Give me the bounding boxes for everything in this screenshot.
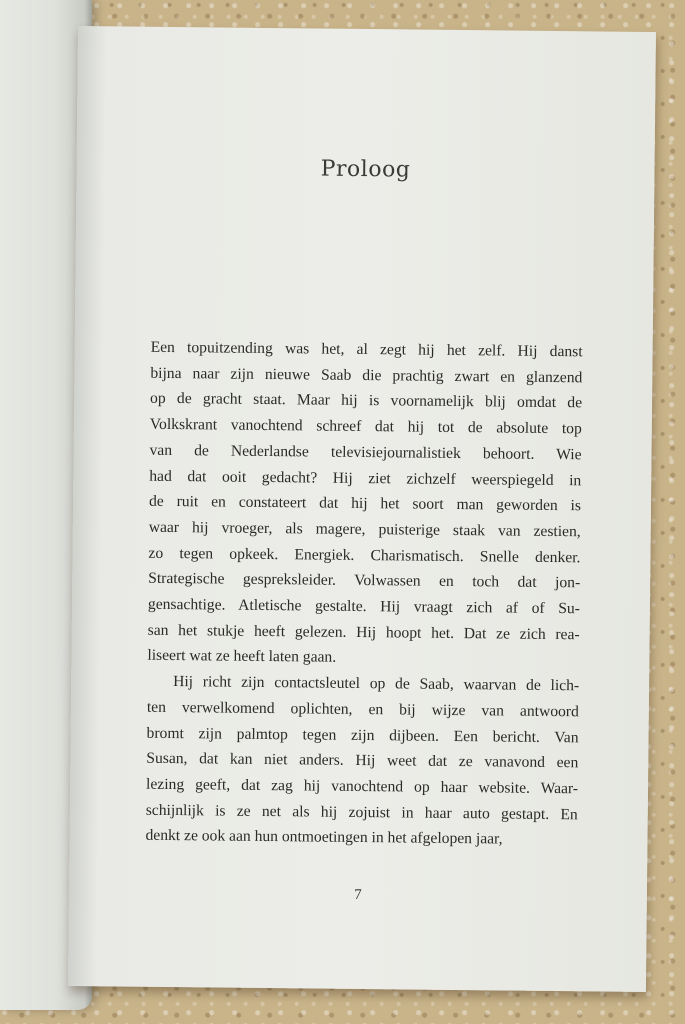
text-line: san het stukje heeft gelezen. Hij hoopt het. Dat ze zich rea- [147, 621, 580, 644]
text-line: lezing geeft, dat zag hij vanochtend op haar website. Waar- [145, 775, 579, 798]
text-line: liseert wat ze heeft laten gaan. [147, 647, 337, 667]
text-line: van de Nederlandse televisiejournalistiek behoort. Wie [149, 441, 582, 464]
text-line: bijna naar zijn nieuwe Saab die prachtig zwart en glanzend [150, 364, 583, 387]
text-line: Een topuitzending was het, al zegt hij het zelf. Hij danst [150, 338, 583, 361]
text-line: had dat ooit gedacht? Hij ziet zichzelf weerspiegeld in [149, 467, 582, 489]
page-number: 7 [354, 886, 362, 904]
text-line: Volkskrant vanochtend schreef dat hij tot de absolute top [149, 415, 582, 438]
chapter-title: Proloog [320, 156, 411, 183]
text-line: denkt ze ook aan hun ontmoetingen in het afgelopen jaar, [145, 827, 503, 848]
text-line: waar hij vroeger, als magere, puisterige staak van zestien, [148, 518, 581, 541]
text-line: schijnlijk is ze net als hij zojuist in haar auto gestapt. En [145, 801, 578, 823]
book-page [68, 26, 656, 992]
text-line: Susan, dat kan niet anders. Hij weet dat ze vanavond een [146, 750, 579, 772]
body-text [145, 335, 582, 854]
text-line: ten verwelkomend oplichten, en bij wijze van antwoord [146, 698, 579, 721]
text-line: gensachtige. Atletische gestalte. Hij vraagt zich af of Su- [147, 595, 581, 618]
text-line: Strategische gespreksleider. Volwassen en toch dat jon- [148, 570, 581, 592]
text-line: op de gracht staat. Maar hij is voornamelijk blij omdat de [150, 390, 583, 412]
text-line: zo tegen opkeek. Energiek. Charismatisch. Snelle denker. [148, 544, 581, 566]
text-line: Hij richt zijn contactsleutel op de Saab, waarvan de lich- [173, 673, 580, 695]
text-line: de ruit en constateert dat hij het soort man geworden is [148, 492, 582, 515]
text-line: bromt zijn palmtop tegen zijn dijbeen. Een bericht. Van [146, 724, 579, 746]
